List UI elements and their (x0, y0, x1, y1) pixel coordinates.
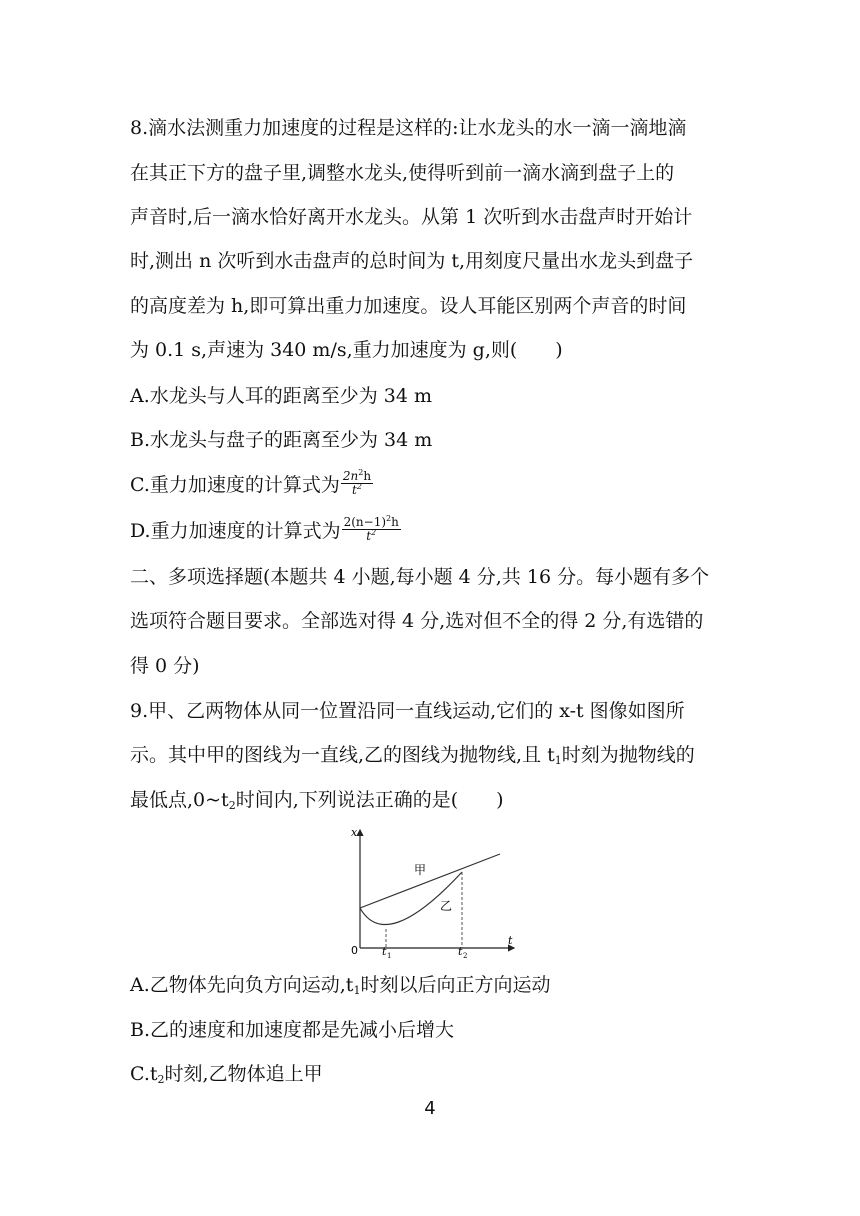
q9-option-c-a: C.t (130, 1063, 158, 1085)
q9-line-3 (130, 787, 740, 819)
q8-option-c-num-b: h (363, 468, 372, 483)
q9-option-b: B.乙的速度和加速度都是先减小后增大 (130, 1019, 455, 1041)
q8-line-2: 在其正下方的盘子里,调整水龙头,使得听到前一滴水滴到盘子上的 (130, 162, 675, 184)
axis-label-x: x (351, 826, 358, 839)
label-yi: 乙 (440, 899, 453, 913)
q8-line-5: 的高度差为 h,即可算出重力加速度。设人耳能区别两个声音的时间 (130, 295, 687, 317)
q8-option-d-den: t (366, 528, 372, 543)
q9-option-c (130, 1061, 740, 1093)
tick-label-t2-sub: 2 (463, 952, 468, 960)
q8-line-4: 时,测出 n 次听到水击盘声的总时间为 t,用刻度尺量出水龙头到盘子 (130, 250, 694, 272)
tick-label-t2: t (458, 945, 463, 958)
q8-option-c-num-sup: 2 (358, 467, 364, 477)
q9-option-a (130, 972, 740, 1004)
q9-line-3-a: 最低点,0~t (130, 789, 229, 811)
q9-line-3-b: 时间内,下列说法正确的是( ) (235, 789, 504, 811)
q8-option-c-fraction (341, 467, 373, 497)
q8-option-d-fraction (342, 513, 401, 543)
q9-option-c-b: 时刻,乙物体追上甲 (164, 1063, 323, 1085)
q9-option-c-sub: 2 (157, 1073, 165, 1086)
q8-option-c-denominator (341, 481, 373, 497)
q9-option-a-a: A.乙物体先向负方向运动,t (130, 974, 354, 996)
tick-label-t1: t (382, 945, 387, 958)
q8-option-d-num-b: h (391, 514, 399, 529)
label-jia: 甲 (414, 863, 427, 877)
q8-option-d (130, 513, 740, 546)
line-jia (360, 854, 500, 908)
q8-line-3: 声音时,后一滴水恰好离开水龙头。从第 1 次听到水击盘声时开始计 (130, 206, 693, 228)
q9-line-2-b: 时刻为抛物线的 (561, 744, 695, 766)
tick-label-t1-sub: 1 (387, 952, 392, 960)
q8-option-d-den-sup: 2 (371, 527, 377, 537)
page-number: 4 (424, 1098, 436, 1119)
section2-line-1: 二、多项选择题(本题共 4 小题,每小题 4 分,共 16 分。每小题有多个 (130, 566, 710, 588)
q9-line-3-sub: 2 (228, 799, 236, 812)
q8-option-d-text: D.重力加速度的计算式为 (130, 520, 341, 542)
q8-option-c-num-a: 2n (342, 468, 359, 483)
q8-option-d-num-sup: 2 (386, 513, 392, 523)
q9-line-1: 9.甲、乙两物体从同一位置沿同一直线运动,它们的 x-t 图像如图所 (130, 700, 685, 722)
q9-line-2-sub: 1 (554, 754, 562, 767)
q8-option-c-den: t (352, 482, 357, 497)
xt-graph-figure (338, 824, 518, 960)
q9-option-a-b: 时刻以后向正方向运动 (360, 974, 551, 996)
section2-line-3: 得 0 分) (130, 655, 200, 677)
origin-label: 0 (351, 944, 358, 957)
q9-option-a-sub: 1 (353, 984, 361, 997)
q8-option-c (130, 467, 740, 500)
q8-line-6: 为 0.1 s,声速为 340 m/s,重力加速度为 g,则( ) (130, 339, 563, 361)
q8-option-b: B.水龙头与盘子的距离至少为 34 m (130, 429, 433, 451)
q8-option-d-num-a: 2(n−1) (343, 514, 387, 529)
section2-line-2: 选项符合题目要求。全部选对得 4 分,选对但不全的得 2 分,有选错的 (130, 610, 704, 632)
q9-line-2-a: 示。其中甲的图线为一直线,乙的图线为抛物线,且 t (130, 744, 555, 766)
axis-label-t: t (508, 934, 513, 947)
q9-line-2 (130, 742, 740, 774)
q8-option-c-den-sup: 2 (356, 481, 362, 491)
q8-option-a: A.水龙头与人耳的距离至少为 34 m (130, 385, 433, 407)
q8-option-d-denominator (342, 527, 401, 543)
q8-line-1: 8.滴水法测重力加速度的过程是这样的:让水龙头的水一滴一滴地滴 (130, 117, 687, 139)
q8-option-c-text: C.重力加速度的计算式为 (130, 474, 340, 496)
